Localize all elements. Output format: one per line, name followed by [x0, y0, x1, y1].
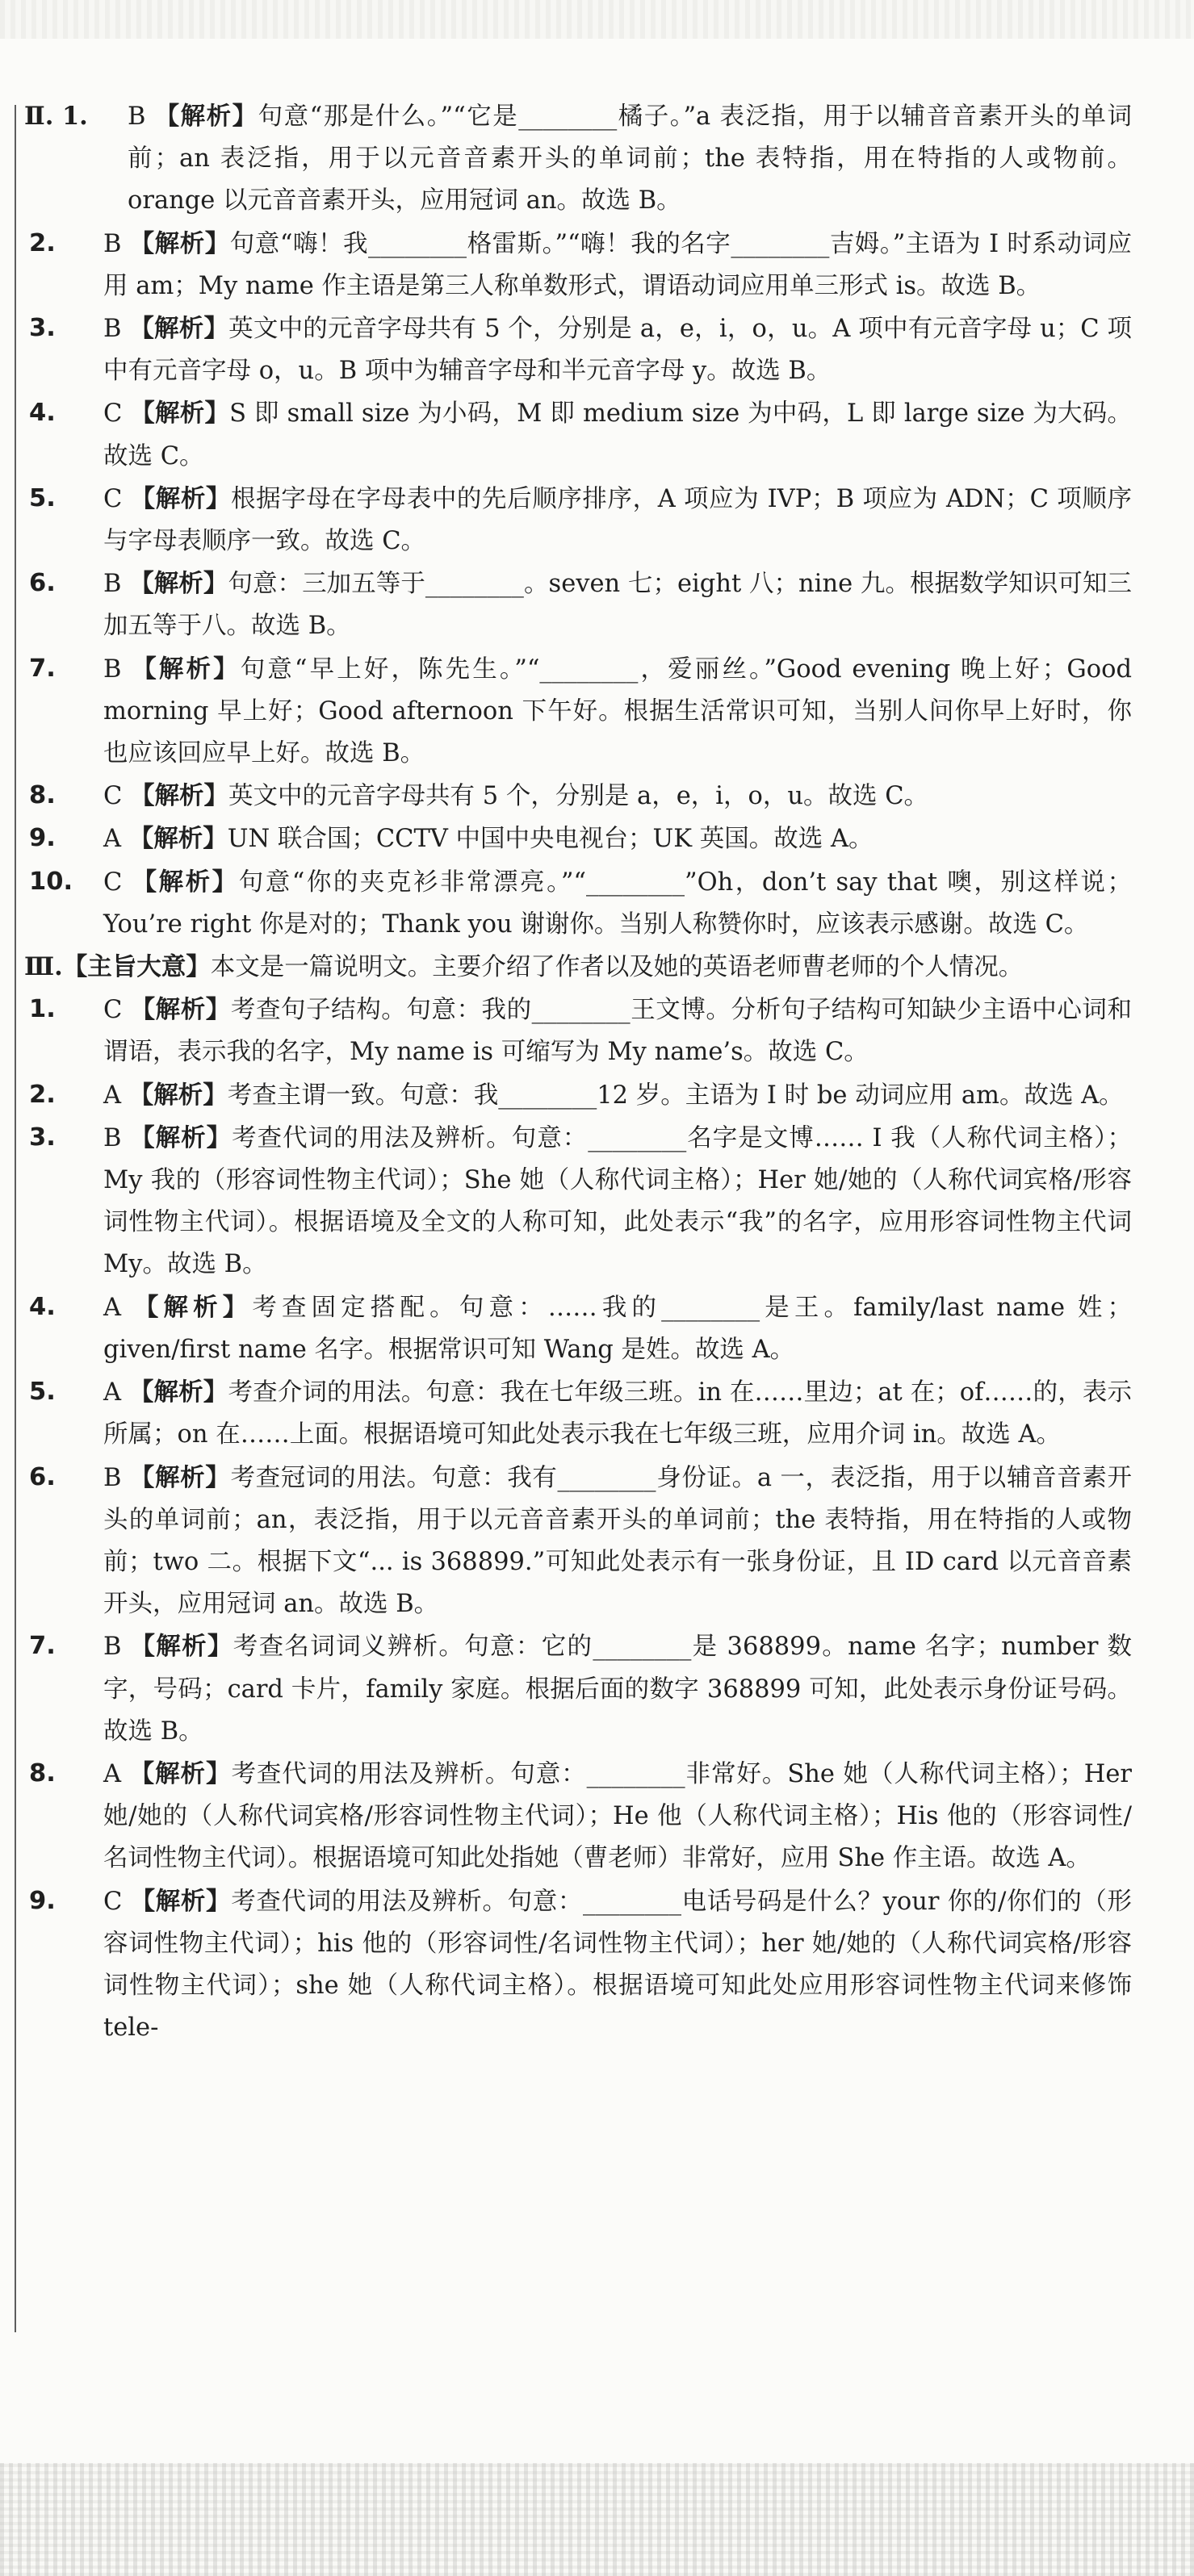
answer-letter: B: [103, 1463, 122, 1492]
analysis-tag: 【解析】: [130, 1123, 233, 1152]
answer-key-content: [24, 95, 1132, 2049]
section-heading: [24, 946, 1132, 989]
item-number: 4.: [29, 1292, 56, 1321]
section-number: Ⅲ.: [24, 952, 63, 982]
answer-item: [24, 1457, 1132, 1626]
item-number: 5.: [29, 1378, 56, 1407]
answer-item: [24, 648, 1132, 776]
analysis-text: 英文中的元音字母共有 5 个，分别是 a，e，i，o，u。故选 C。: [228, 782, 929, 811]
answer-letter: B: [103, 570, 122, 599]
item-number: 8.: [29, 1758, 56, 1788]
item-number: 6.: [29, 1462, 56, 1491]
answer-letter: A: [103, 1293, 122, 1322]
answer-letter: A: [103, 825, 122, 854]
item-number: 7.: [29, 654, 56, 683]
answer-item: [24, 861, 1132, 946]
item-number: 10.: [29, 867, 73, 896]
analysis-tag: 【解析】: [128, 1080, 228, 1110]
analysis-tag: 【解析】: [129, 314, 229, 344]
left-margin-rule: [15, 105, 16, 2332]
analysis-tag: 【解析】: [129, 1462, 231, 1492]
item-number: 6.: [29, 569, 56, 598]
analysis-tag: 【解析】: [129, 569, 228, 599]
analysis-text: 考查代词的用法及辨析。句意：________非常好。She 她（人称代词主格）；Her 她/她的（人称代词宾格/形容词性物主代词）；He 他（人称代词主格）；His 他的（形容词性/名词性物主代词）。根据语境可知此处指她（曹老师）非常好，应用 She 作主语。故选 A。: [103, 1759, 1132, 1873]
answer-item: [24, 1371, 1132, 1456]
item-number: 1.: [29, 995, 56, 1024]
answer-item: [24, 562, 1132, 647]
analysis-text: 句意“嗨！我________格雷斯。”“嗨！我的名字________吉姆。”主语为 I 时系动词应用 am；My name 作主语是第三人称单数形式，谓语动词应用单三形式 is。故选 B。: [103, 229, 1133, 300]
analysis-tag: 【解析】: [133, 1292, 253, 1322]
answer-letter: B: [103, 315, 122, 344]
analysis-tag: 【解析】: [130, 781, 229, 811]
answer-item: [24, 1625, 1132, 1753]
analysis-tag: 【解析】: [129, 228, 230, 258]
item-number: 5.: [29, 483, 56, 512]
item-number: 7.: [29, 1632, 56, 1661]
analysis-text: 考查名词词义辨析。句意：它的________是 368899。name 名字；number 数字，号码；card 卡片，family 家庭。根据后面的数字 368899 可知，此处表示身份证号码。故选 B。: [103, 1633, 1132, 1746]
analysis-text: 考查句子结构。句意：我的________王文博。分析句子结构可知缺少主语中心词和谓语，表示我的名字，My name is 可缩写为 My name’s。故选 C。: [103, 996, 1132, 1067]
main-idea-tag: 【主旨大意】: [62, 952, 211, 982]
item-number: 2.: [29, 1080, 56, 1109]
analysis-tag: 【解析】: [130, 483, 232, 513]
answer-item: [24, 1074, 1132, 1117]
analysis-text: S 即 small size 为小码，M 即 medium size 为中码，L 即 large size 为大码。故选 C。: [103, 399, 1132, 470]
answer-item: [24, 223, 1132, 307]
analysis-tag: 【解析】: [130, 399, 230, 429]
item-number: 8.: [29, 781, 56, 810]
scan-bottom-border: [0, 2463, 1194, 2576]
answer-item: [24, 818, 1132, 860]
item-number: 2.: [29, 228, 56, 257]
analysis-text: 句意“早上好，陈先生。”“________，爱丽丝。”Good evening 晚上好；Good morning 早上好；Good afternoon 下午好。根据生活常识可知，当别人问你早上好时，你也应该回应早上好。故选 B。: [103, 654, 1133, 768]
analysis-text: 句意“你的夹克衫非常漂亮。”“________”Oh，don’t say that 噢，别这样说；You’re right 你是对的；Thank you 谢谢你。当别人称赞你时，应该表示感谢。故选 C。: [103, 868, 1133, 939]
analysis-text: 考查代词的用法及辨析。句意：________电话号码是什么？your 你的/你们的（形容词性物主代词）；his 他的（形容词性/名词性物主代词）；her 她/她的（人称代词宾格/形容词性物主代词）；she 她（人称代词主格）。根据语境可知此处应用形容词性物主代词来修饰 tele-: [103, 1887, 1132, 2043]
analysis-text: 考查主谓一致。句意：我________12 岁。主语为 I 时 be 动词应用 am。故选 A。: [227, 1081, 1124, 1110]
analysis-text: 考查代词的用法及辨析。句意：________名字是文博…… I 我（人称代词主格）；My 我的（形容词性物主代词）；She 她（人称代词主格）；Her 她/她的（人称代词宾格/形容词性物主代词）。根据语境及全文的人称可知，此处表示“我”的名字，应用形容词性物主代词 My。故选 B。: [103, 1123, 1133, 1279]
analysis-tag: 【解析】: [132, 867, 239, 897]
answer-letter: B: [103, 1123, 122, 1152]
answer-letter: C: [103, 782, 123, 811]
answer-item: [24, 1880, 1132, 2050]
item-number: 3.: [29, 314, 56, 343]
answer-item: [24, 1117, 1132, 1286]
answer-letter: C: [103, 1887, 123, 1916]
answer-item: [24, 95, 1132, 223]
answer-letter: B: [128, 102, 146, 131]
analysis-tag: 【解析】: [130, 1632, 233, 1662]
analysis-text: UN 联合国；CCTV 中国中央电视台；UK 英国。故选 A。: [227, 825, 874, 854]
answer-letter: C: [103, 484, 123, 513]
analysis-text: 英文中的元音字母共有 5 个，分别是 a，e，i，o，u。A 项中有元音字母 u；C 项中有元音字母 o，u。B 项中为辅音字母和半元音字母 y。故选 B。: [103, 315, 1133, 386]
analysis-text: 句意：三加五等于________。seven 七；eight 八；nine 九。根据数学知识可知三加五等于八。故选 B。: [103, 570, 1133, 641]
analysis-tag: 【解析】: [128, 824, 228, 854]
item-number: 3.: [29, 1123, 56, 1152]
scan-top-border: [0, 0, 1194, 39]
answer-letter: A: [103, 1081, 122, 1110]
analysis-text: 考查冠词的用法。句意：我有________身份证。a 一，表泛指，用于以辅音音素开头的单词前；an，表泛指，用于以元音音素开头的单词前；the 表特指，用在特指的人或物前；two 二。根据下文“... is 368899.”可知此处表示有一张身份证，且 ID card 以元音音素开头，应用冠词 an。故选 B。: [103, 1463, 1132, 1619]
analysis-text: 根据字母在字母表中的先后顺序排序，A 项应为 IVP；B 项应为 ADN；C 项顺序与字母表顺序一致。故选 C。: [103, 484, 1133, 556]
answer-item: [24, 307, 1132, 392]
analysis-text: 考查固定搭配。句意：……我的________是王。family/last name 姓；given/first name 名字。根据常识可知 Wang 是姓。故选 A。: [103, 1293, 1132, 1364]
item-number: Ⅱ. 1.: [24, 102, 88, 131]
answer-item: [24, 989, 1132, 1073]
answer-letter: C: [103, 868, 123, 897]
item-number: 9.: [29, 1886, 56, 1915]
analysis-tag: 【解析】: [132, 654, 241, 684]
answer-item: [24, 1753, 1132, 1880]
analysis-tag: 【解析】: [130, 995, 231, 1025]
answer-letter: B: [103, 654, 122, 684]
item-number: 9.: [29, 824, 56, 853]
answer-letter: B: [103, 1633, 122, 1662]
analysis-tag: 【解析】: [129, 1758, 232, 1788]
answer-letter: C: [103, 399, 123, 429]
answer-item: [24, 392, 1132, 477]
answer-letter: C: [103, 996, 123, 1025]
item-number: 4.: [29, 399, 56, 428]
answer-item: [24, 1286, 1132, 1371]
answer-letter: B: [103, 229, 122, 258]
answer-item: [24, 478, 1132, 562]
answer-letter: A: [103, 1378, 122, 1407]
analysis-text: 考查介词的用法。句意：我在七年级三班。in 在……里边；at 在；of……的，表示所属；on 在……上面。根据语境可知此处表示我在七年级三班，应用介词 in。故选 A。: [103, 1378, 1132, 1449]
analysis-tag: 【解析】: [154, 102, 258, 131]
answer-item: [24, 775, 1132, 818]
analysis-tag: 【解析】: [130, 1886, 232, 1916]
answer-letter: A: [103, 1759, 122, 1788]
main-idea-text: 本文是一篇说明文。主要介绍了作者以及她的英语老师曹老师的个人情况。: [210, 953, 1024, 982]
analysis-tag: 【解析】: [128, 1378, 228, 1407]
analysis-text: 句意“那是什么。”“它是________橘子。”a 表泛指，用于以辅音音素开头的单词前；an 表泛指，用于以元音音素开头的单词前；the 表特指，用在特指的人或物前。orange 以元音音素开头，应用冠词 an。故选 B。: [128, 102, 1132, 215]
